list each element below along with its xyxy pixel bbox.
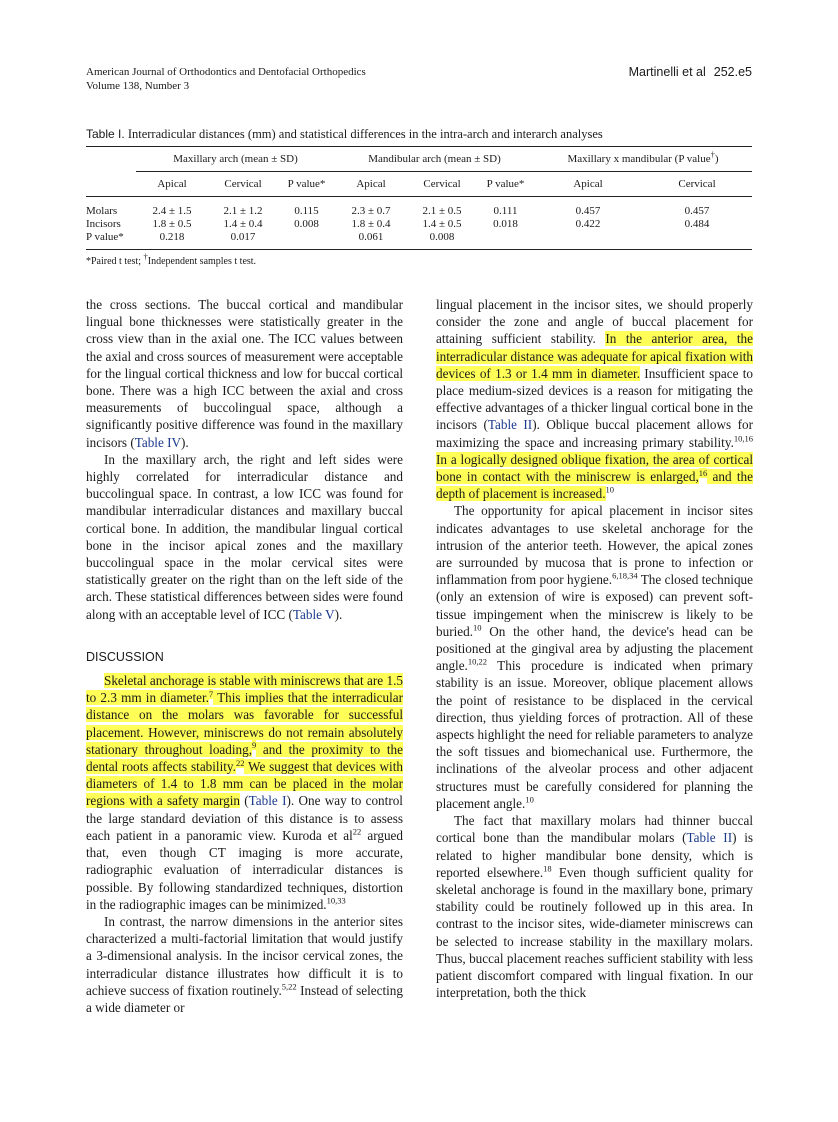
paragraph: lingual placement in the incisor sites, we should properly consider the zone and angle of buccal placement for attaining sufficient stability. In the anterior area, the interradicular distance was adequate for apical fixation with devices of 1.3 or 1.4 mm in diameter. Insufficient space to place medium-sized devices is a reason for mitigating the effective advantages of a thicker lingual cortical bone in the incisors (Table II). Oblique buccal placement allows for maximizing the space and increasing primary stability.$^{10,16}$ In a logically designed oblique fixation, the area of cortical bone in contact with the miniscrew is enlarged,$^{16}$ and the depth of placement is increased.$^{10}$ [436,297,753,502]
paragraph: In contrast, the narrow dimensions in the anterior sites characterized a multi-factorial limitation that would justify a 3-dimensional analysis. In the incisor cervical zones, the interradicular distance illustrates how difficult it is to achieve success of fixation routinely.$^{5,22}$ Instead of selecting a wide diameter or [86,913,403,1015]
group-header-maxillary: Maxillary arch (mean ± SD) [136,147,335,172]
col-header: Apical [534,172,642,197]
highlight: We suggest that devices with diameters of 1.4 to 1.8 mm can be placed in the molar regions with a safety margin [86,759,403,809]
col-header: Cervical [642,172,752,197]
journal-name: American Journal of Orthodontics and Dentofacial Orthopedics [86,66,366,78]
author-line: Martinelli et al [628,65,706,79]
highlight: and the proximity to the dental roots affects stability. [86,741,403,775]
table-link[interactable]: Table I [248,793,287,809]
paragraph: The fact that maxillary molars had thinner buccal cortical bone than the mandibular molars (Table II) is related to higher mandibular bone density, which is reported elsewhere.$^{18}$ Even though sufficient quality for skeletal anchorage is found in the maxillary bone, primary stability could be routinely followed up in this area. In contrast to the incisor sites, wide-diameter miniscrews can be selected to increase stability in the maxillary molars. Thus, buccal placement reaches sufficient stability with less patient discomfort compared with lingual fixation. In our interpretation, both the thick [436,813,754,1001]
table-title: Interradicular distances (mm) and statistical differences in the intra-arch and interarch analyses [127,127,603,141]
journal-volume: Volume 138, Number 3 [86,80,190,92]
highlight: and the depth of placement is increased. [436,469,753,502]
table-row: Incisors 1.8 ± 0.5 1.4 ± 0.4 0.008 1.8 ± 0.4 1.4 ± 0.5 0.018 0.422 0.484 [86,218,710,230]
col-header: Cervical [208,172,278,197]
left-column [86,296,403,1016]
col-header: Apical [335,172,407,197]
col-header: P value* [278,172,335,197]
table-link[interactable]: Table IV [134,434,182,450]
table-1 [86,146,752,250]
table-label: Table I. [86,127,125,141]
paragraph: the cross sections. The buccal cortical and mandibular lingual bone thicknesses were statistically greater in the cross view than in the axial one. The ICC values between the axial and cross sources of measurement were acceptable for the lingual cortical thickness and low for buccal cortical bone. There was a high ICC between the axial and cross measurements of buccolingual space, although a significantly positive difference was found in the maxillary incisors (Table IV). [86,297,403,450]
col-header: Cervical [407,172,477,197]
group-header-maxmand: Maxillary x mandibular (P value†) [534,147,752,172]
section-heading: DISCUSSION [86,649,164,664]
paragraph: In the maxillary arch, the right and left sides were highly correlated for interradicular distance and buccolingual space. In contrast, a low ICC was found for mandibular interradicular distances and maxillary buccal cortical bone. In addition, the mandibular lingual cortical bone in the incisor apical zones and the maxillary buccolingual space in the molar cervical sites were statistically greater on the right than on the left side of the arch. These statistical differences between sides were found along with an acceptable level of ICC (Table V). [86,451,403,622]
table-caption [86,127,603,142]
highlight: Skeletal anchorage is stable with miniscrews that are 1.5 to 2.3 mm in diameter. [86,673,403,706]
paragraph: The opportunity for apical placement in incisor sites indicates advantages to use skeletal anchorage for the intrusion of the anterior teeth. However, the apical zones are surrounded by mucosa that is prone to infection or inflammation from poor hygiene.$^{6,18,34}$ The closed technique (only an extension of wire is exposed) can prevent soft-tissue impingement when the miniscrew is likely to be buried.$^{10}$ On the other hand, the device's head can be positioned at the gingival area by adjusting the placement angle.$^{10,22}$ This procedure is indicated when primary stability is an issue. Moreover, oblique placement allows the point of resistance to be displaced in the cervical direction, thus yielding forces of protraction. All of these aspects highlight the need for reliable parameters to analyze the soft tissues and biomechanical use. Furthermore, the inclinations of the alveolar process and other adjacent structures must be carefully considered for planning the placement angle.$^{10}$ [436,503,753,811]
table-link[interactable]: Table II [487,417,533,433]
col-header: Apical [136,172,208,197]
table-row: P value* 0.218 0.017 0.061 0.008 [86,231,455,243]
running-header [86,65,366,93]
highlight: In the anterior area, the interradicular distance was adequate for apical fixation with devices of 1.3 or 1.4 mm in diameter. [436,331,753,381]
page-header-right [629,65,752,79]
table-footnote: *Paired t test; †Independent samples t test. [86,251,257,267]
table-row: Molars 2.4 ± 1.5 2.1 ± 1.2 0.115 2.3 ± 0.7 2.1 ± 0.5 0.111 0.457 0.457 [86,205,710,217]
group-header-mandibular: Mandibular arch (mean ± SD) [335,147,534,172]
col-header: P value* [477,172,534,197]
highlight: This implies that the interradicular distance on the molars was favorable for successful placement. However, miniscrews do not remain absolutely stationary throughout loading, [86,690,403,757]
right-column [436,296,753,1001]
table-link[interactable]: Table V [292,606,335,622]
table-link[interactable]: Table II [686,830,733,846]
page-number: 252.e5 [713,65,752,79]
highlight: In a logically designed oblique fixation, the area of cortical bone in contact with the miniscrew is enlarged, [436,451,753,485]
paragraph: Skeletal anchorage is stable with miniscrews that are 1.5 to 2.3 mm in diameter.$^7$ This implies that the interradicular distance on the molars was favorable for successful placement. However, miniscrews do not remain absolutely stationary throughout loading,$^9$ and the proximity to the dental roots affects stability.$^{22}$ We suggest that devices with diameters of 1.4 to 1.8 mm can be placed in the molar regions with a safety margin (Table I). One way to control the large standard deviation of this distance is to assess each patient in a panoramic view. Kuroda et $al^{22}$ argued that, even though CT imaging is more accurate, radiographic evaluation of interradicular distances is possible. By following standardized techniques, distortion in the radiographic images can be minimized.$^{10,33}$ [86,673,403,912]
